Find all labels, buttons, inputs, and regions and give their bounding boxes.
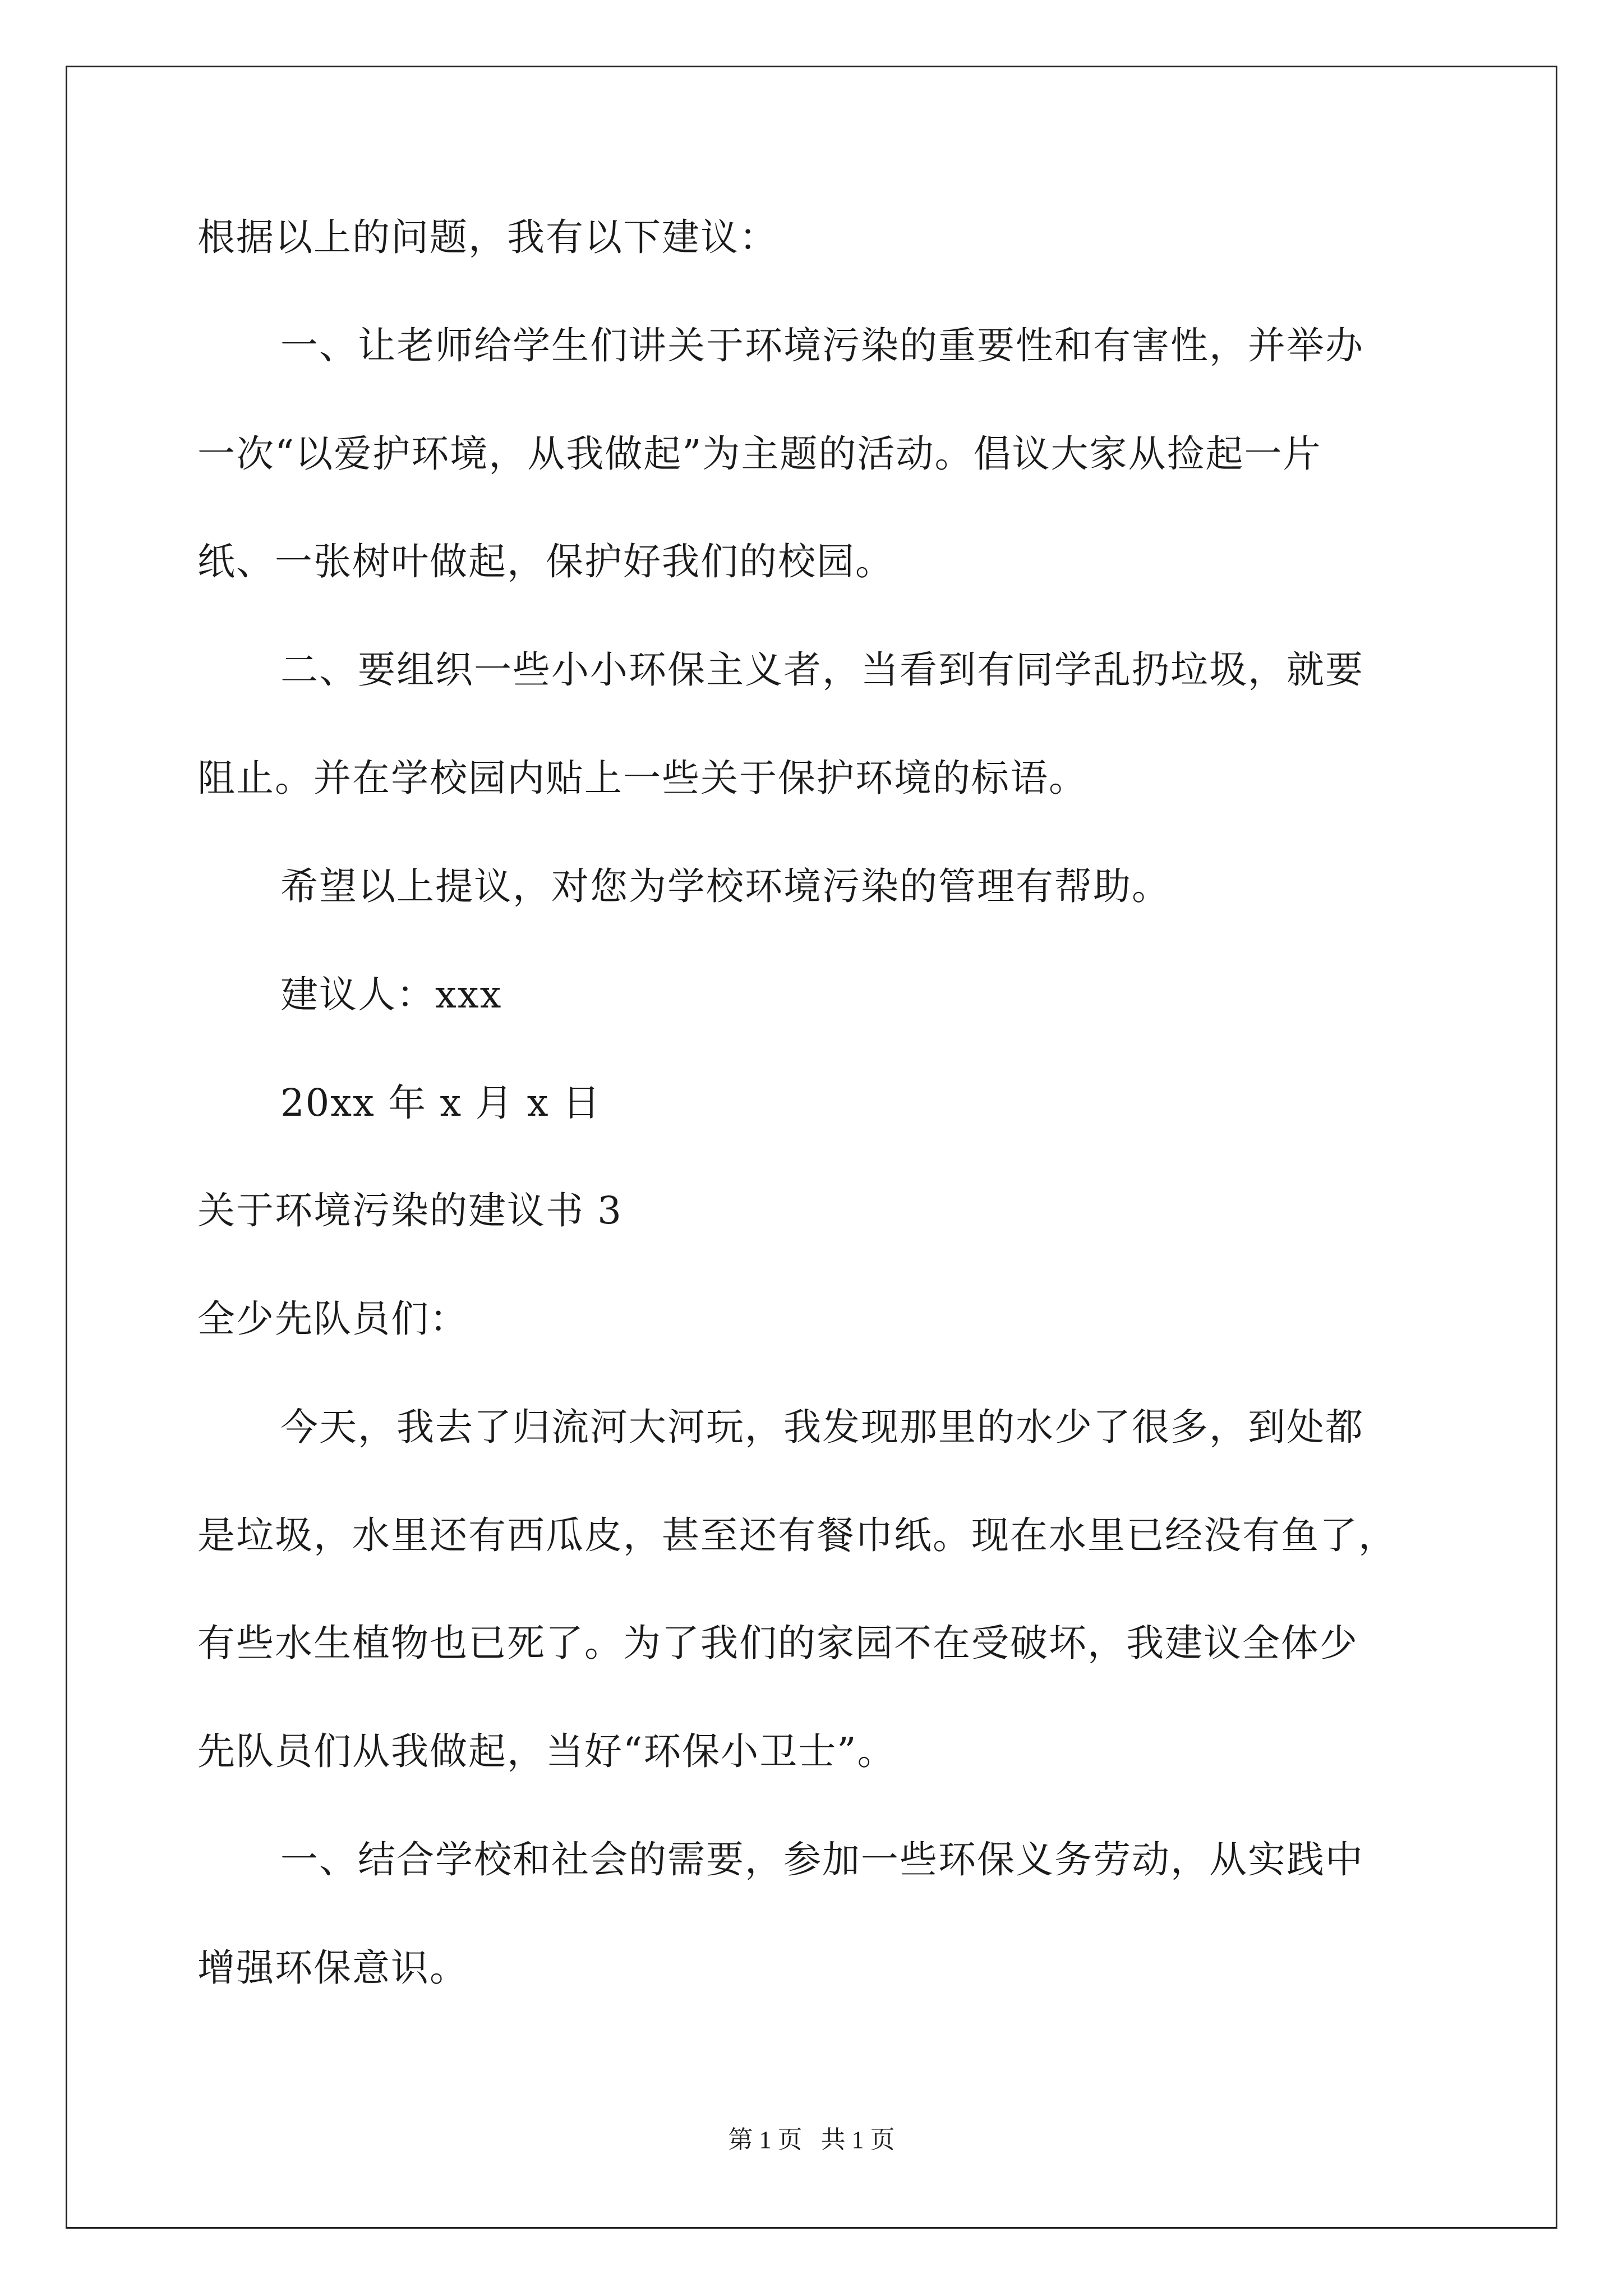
paragraph-line: 增强环保意识。 xyxy=(197,1946,468,1990)
page-frame xyxy=(66,66,1557,2229)
section-title: 关于环境污染的建议书 3 xyxy=(197,1189,623,1232)
paragraph-line: 一次“以爱护环境，从我做起”为主题的活动。倡议大家从捡起一片 xyxy=(197,432,1322,476)
date-line: 20xx 年 x 月 x 日 xyxy=(280,1081,601,1125)
paragraph-line: 一、让老师给学生们讲关于环境污染的重要性和有害性，并举办 xyxy=(280,324,1364,367)
paragraph-line: 二、要组织一些小小环保主义者，当看到有同学乱扔垃圾，就要 xyxy=(280,648,1364,692)
signer-line: 建议人：xxx xyxy=(280,973,502,1016)
paragraph-line: 一、结合学校和社会的需要，参加一些环保义务劳动，从实践中 xyxy=(280,1838,1364,1881)
salutation: 全少先队员们： xyxy=(197,1297,468,1341)
page-footer: 第 1 页 共 1 页 xyxy=(728,2126,895,2154)
paragraph-line: 有些水生植物也已死了。为了我们的家园不在受破坏，我建议全体少 xyxy=(197,1621,1358,1665)
paragraph-line: 阻止。并在学校园内贴上一些关于保护环境的标语。 xyxy=(197,756,1087,800)
paragraph-line: 是垃圾，水里还有西瓜皮，甚至还有餐巾纸。现在水里已经没有鱼了， xyxy=(197,1513,1397,1557)
paragraph-line: 纸、一张树叶做起，保护好我们的校园。 xyxy=(197,540,894,583)
paragraph-line: 希望以上提议，对您为学校环境污染的管理有帮助。 xyxy=(280,864,1170,908)
paragraph-line: 先队员们从我做起，当好“环保小卫士”。 xyxy=(197,1729,896,1773)
paragraph-line: 根据以上的问题，我有以下建议： xyxy=(197,215,778,259)
paragraph-line: 今天，我去了归流河大河玩，我发现那里的水少了很多，到处都 xyxy=(280,1405,1364,1449)
